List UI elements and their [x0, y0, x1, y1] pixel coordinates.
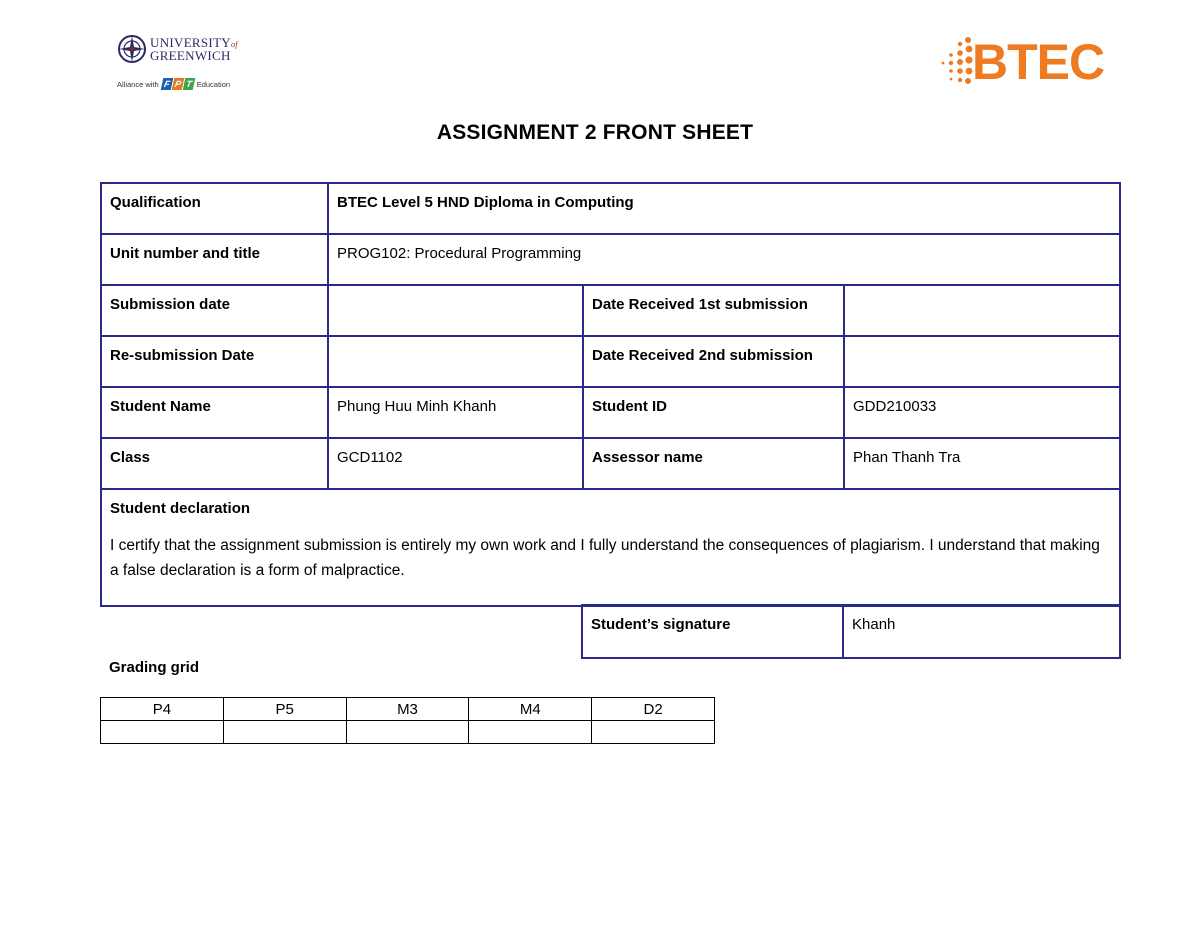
grade-header-m4: M4 [469, 698, 592, 721]
class-label: Class [101, 438, 328, 489]
grade-header-m3: M3 [346, 698, 469, 721]
qualification-value: BTEC Level 5 HND Diploma in Computing [328, 183, 1120, 234]
student-name-label: Student Name [101, 387, 328, 438]
signature-value: Khanh [843, 605, 1120, 658]
declaration-row [101, 489, 1120, 606]
unit-label: Unit number and title [101, 234, 328, 285]
signature-label: Student’s signature [582, 605, 843, 658]
declaration-cell [101, 489, 1120, 606]
submission-date-value [328, 285, 583, 336]
university-of-greenwich-logo [117, 32, 247, 92]
alliance-prefix: Alliance with [117, 79, 159, 89]
grade-value-m3 [346, 721, 469, 744]
declaration-label: Student declaration [110, 500, 251, 517]
grade-value-d2 [592, 721, 715, 744]
btec-logo [936, 34, 1120, 90]
grading-grid-label: Grading grid [109, 659, 199, 676]
grade-value-p5 [223, 721, 346, 744]
alliance-line [117, 78, 230, 90]
unit-value: PROG102: Procedural Programming [328, 234, 1120, 285]
page-title: ASSIGNMENT 2 FRONT SHEET [436, 121, 754, 144]
student-id-label: Student ID [583, 387, 844, 438]
signature-table [581, 604, 1121, 659]
received-2nd-value [844, 336, 1120, 387]
resubmission-value [328, 336, 583, 387]
signature-row [582, 605, 1120, 658]
grade-header-p4: P4 [101, 698, 224, 721]
btec-wordmark: BTEC [972, 34, 1105, 90]
qualification-row [101, 183, 1120, 234]
dot-pattern-icon [936, 34, 976, 90]
compass-emblem-icon [117, 34, 147, 64]
received-1st-value [844, 285, 1120, 336]
grade-value-m4 [469, 721, 592, 744]
university-wordmark: UNIVERSITYof [150, 35, 238, 50]
submission-row [101, 285, 1120, 336]
assessor-label: Assessor name [583, 438, 844, 489]
received-2nd-label: Date Received 2nd submission [583, 336, 844, 387]
greenwich-wordmark: GREENWICH [150, 48, 231, 63]
grading-value-row [101, 721, 715, 744]
fpt-logo: F P T [162, 78, 194, 90]
declaration-text: I certify that the assignment submission is entirely my own work and I fully understand the consequences of plagiarism. I understand that making a false declaration is a form of malpractice. [110, 537, 1100, 579]
class-row [101, 438, 1120, 489]
alliance-suffix: Education [196, 79, 231, 89]
student-row [101, 387, 1120, 438]
grade-value-p4 [101, 721, 224, 744]
assessor-value: Phan Thanh Tra [844, 438, 1120, 489]
class-value: GCD1102 [328, 438, 583, 489]
submission-date-label: Submission date [101, 285, 328, 336]
resubmission-label: Re-submission Date [101, 336, 328, 387]
unit-row [101, 234, 1120, 285]
resubmission-row [101, 336, 1120, 387]
front-sheet-table [100, 182, 1121, 607]
grade-header-p5: P5 [223, 698, 346, 721]
qualification-label: Qualification [101, 183, 328, 234]
grade-header-d2: D2 [592, 698, 715, 721]
grading-grid-table [100, 697, 715, 744]
student-name-value: Phung Huu Minh Khanh [328, 387, 583, 438]
grading-header-row [101, 698, 715, 721]
student-id-value: GDD210033 [844, 387, 1120, 438]
received-1st-label: Date Received 1st submission [583, 285, 844, 336]
